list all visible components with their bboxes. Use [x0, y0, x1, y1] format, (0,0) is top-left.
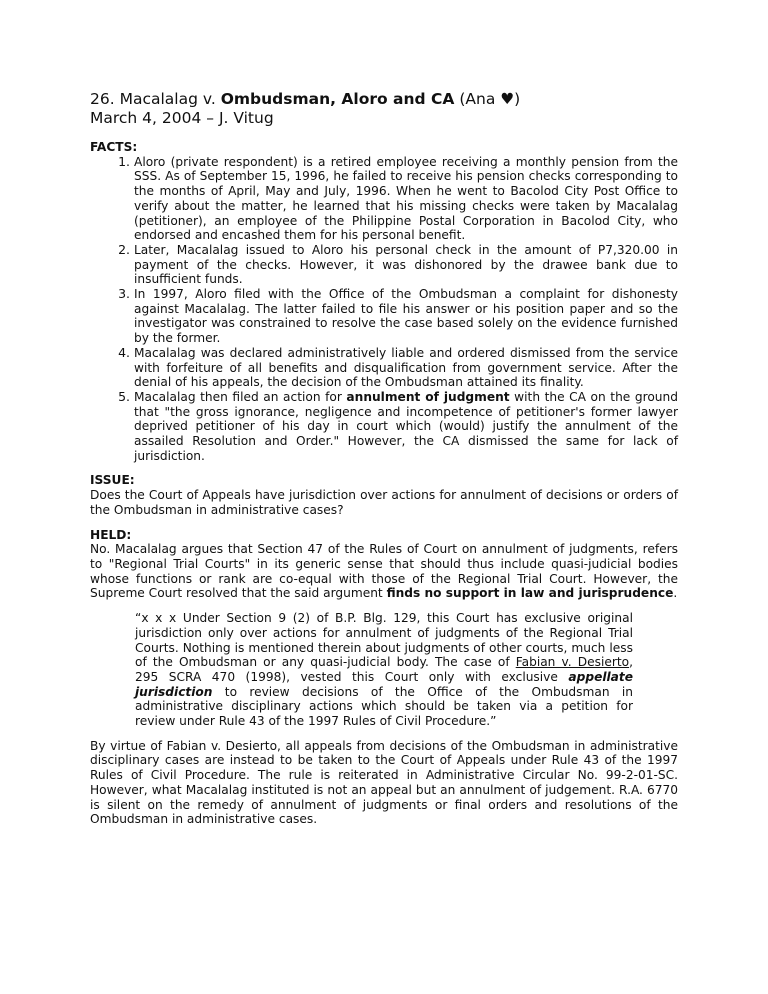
facts-item: 4. Macalalag was declared administratively liable and ordered dismissed from the service with forfeiture of all benefits and disqualification from government service. After the denial of his appeals, the decision of the Ombudsman attained its finality. — [134, 346, 678, 390]
facts-item — [134, 390, 678, 464]
case-title-line — [90, 90, 520, 109]
quote-case-citation: Fabian v. Desierto — [515, 655, 630, 670]
quote-part3: to review decisions of the Office of the Ombudsman in administrative disciplinary actions which should be taken via a petition for review under Rule 43 of the 1997 Rules of Civil Procedure.” — [135, 684, 633, 729]
quote-part1: “x x x Under Section 9 (2) of B.P. Blg. 129, this Court has exclusive original jurisdiction only over actions for annulment of judgments of the Regional Trial Courts. Nothing is mentioned therein about judgments of other courts, much less of the Ombudsman or any quasi-judicial body. The case of — [135, 611, 633, 670]
case-date: March 4, 2004 – J. Vitug — [90, 109, 274, 127]
held-quote — [135, 611, 633, 729]
facts-item: 1. Aloro (private respondent) is a retired employee receiving a monthly pension from the SSS. As of September 15, 1996, he failed to receive his pension checks corresponding to the months of April, May and July, 1996. When he went to Bacolod City Post Office to verify about the matter, he learned that his missing checks were taken by Macalalag (petitioner), an employee of the Philippine Postal Corporation in Bacolod City, who endorsed and encashed them for his personal benefit. — [134, 155, 678, 243]
case-parties: Ombudsman, Aloro and CA — [220, 90, 455, 108]
facts-item: 3. In 1997, Aloro filed with the Office of the Ombudsman a complaint for dishonesty against Macalalag. The latter failed to file his answer or his position paper and so the investigator was constrained to resolve the case based solely on the evidence furnished by the former. — [134, 287, 678, 346]
held-closing: By virtue of Fabian v. Desierto, all appeals from decisions of the Ombudsman in administrative disciplinary cases are instead to be taken to the Court of Appeals under Rule 43 of the 1997 Rules of Civil Procedure. The rule is reiterated in Administrative Circular No. 99-2-01-SC. However, what Macalalag instituted is not an appeal but an annulment of judgement. R.A. 6770 is silent on the remedy of annulment of judgments or final orders and resolutions of the Ombudsman in administrative cases. — [90, 738, 678, 827]
document-body — [90, 140, 678, 827]
issue-heading: ISSUE: — [90, 473, 135, 488]
case-number: 26. Macalalag v. — [90, 90, 216, 108]
held-heading: HELD: — [90, 527, 132, 542]
facts-item: 2. Later, Macalalag issued to Aloro his personal check in the amount of P7,320.00 in payment of the checks. However, it was dishonored by the drawee bank due to insufficient funds. — [134, 243, 678, 287]
case-author: (Ana ♥) — [459, 90, 521, 108]
held-pre: No. Macalalag argues that Section 47 of the Rules of Court on annulment of judgments, refers to "Regional Trial Courts" in its generic sense that should thus include quasi-judicial bodies whose functions or rank are co-equal with those of the Regional Trial Court. However, the Supreme Court resolved that the said argument — [90, 542, 678, 601]
case-title — [90, 90, 520, 128]
issue-text: Does the Court of Appeals have jurisdiction over actions for annulment of decisions or orders of the Ombudsman in administrative cases? — [90, 488, 678, 517]
facts-list — [90, 155, 678, 464]
quote-emphasis: appellate jurisdiction — [135, 669, 633, 699]
facts-item5-bold: annulment of judgment — [346, 389, 510, 404]
facts-item5-pre: Macalalag then filed an action for — [134, 389, 347, 404]
held-bold: finds no support in law and jurisprudence — [386, 586, 674, 601]
held-text — [90, 542, 678, 601]
quote-part2: , 295 SCRA 470 (1998), vested this Court only with exclusive — [135, 655, 633, 684]
held-post: . — [673, 586, 678, 601]
facts-item5-post: with the CA on the ground that "the gross ignorance, negligence and incompetence of petitioner's former lawyer deprived petitioner of his day in court which (would) justify the annulment of the assailed Resolution and Order." However, the CA dismissed the same for lack of jurisdiction. — [134, 389, 678, 463]
facts-heading: FACTS: — [90, 140, 138, 154]
